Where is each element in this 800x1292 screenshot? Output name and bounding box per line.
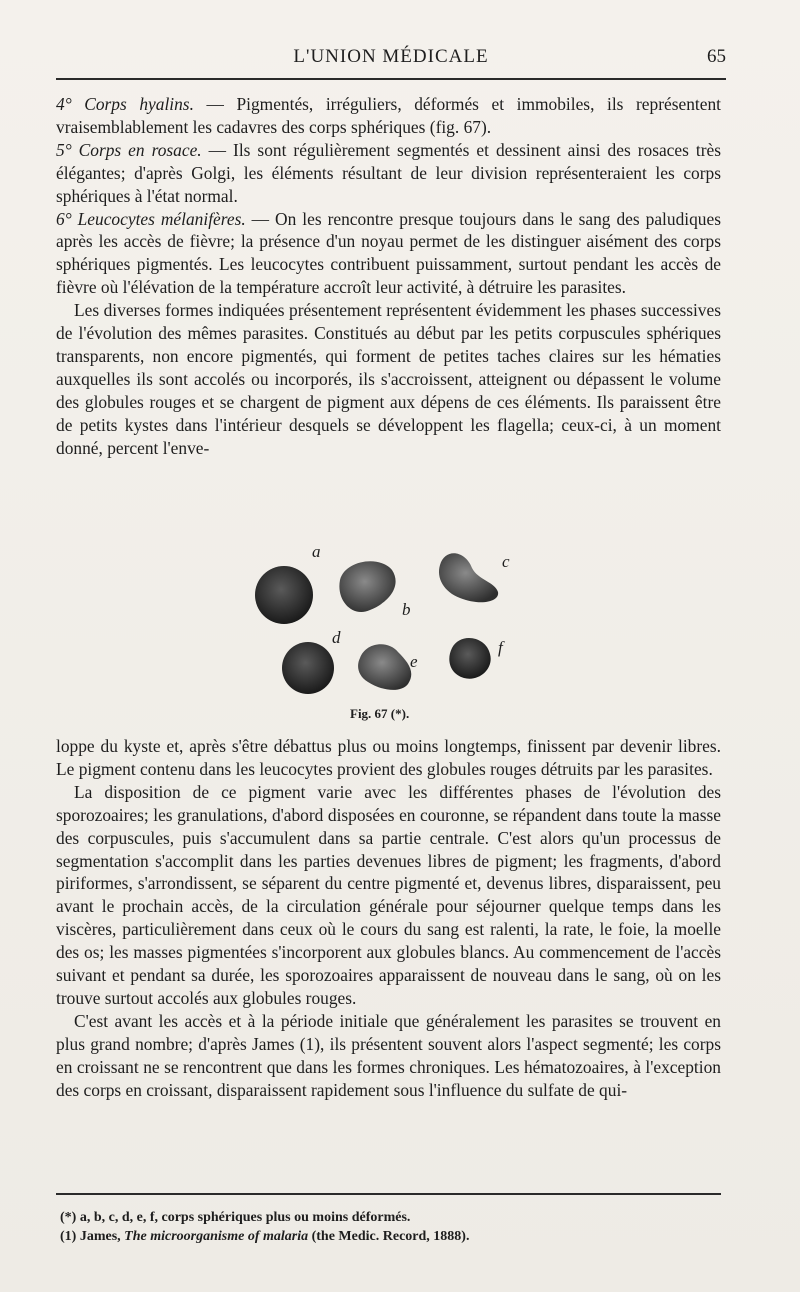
paragraph-corps-en-rosace <box>56 139 721 208</box>
text-block-bottom <box>56 735 721 1102</box>
header-rule <box>56 78 726 80</box>
item-lead: 5° Corps en rosace. <box>56 139 202 160</box>
text-block-top <box>56 93 721 460</box>
paragraph-text: C'est avant les accès et à la période initiale que généralement les parasites se trouvent en plus grand nombre; d'après James (1), ils présentent souvent alors l'aspect segmenté; les corps en croissant ne se rencontrent que dans les formes chroniques. Les hématozoaires, à l'exception des corps en croissant, disparaissent rapidement sous l'influence du sulfate de qui- <box>56 1010 721 1100</box>
footnotes <box>60 1208 720 1246</box>
page-number: 65 <box>707 46 726 67</box>
paragraph-text: loppe du kyste et, après s'être débattus plus ou moins longtemps, finissent par devenir libres. Le pigment contenu dans les leucocytes provient des globules rouges détruits par les parasites. <box>56 736 721 779</box>
paragraph-continuation <box>56 735 721 781</box>
cell-a <box>255 566 313 624</box>
figure-label-d: d <box>332 628 341 647</box>
figure-label-f: f <box>498 638 503 657</box>
paragraph-leucocytes <box>56 208 721 300</box>
footnote-rule <box>56 1193 721 1195</box>
figure-67 <box>240 540 540 730</box>
paragraph-text: — Pigmentés, irréguliers, déformés et immobiles, ils représentent vraisemblablement les cadavres des corps sphériques (fig. 67). <box>56 94 721 137</box>
footnote-1 <box>60 1227 720 1246</box>
footnote-1-prefix: (1) James, <box>60 1229 125 1244</box>
footnote-star: (*) a, b, c, d, e, f, corps sphériques plus ou moins déformés. <box>60 1210 411 1225</box>
paragraph-text: — On les rencontre presque toujours dans le sang des paludiques après les accès de fièvre; la présence d'un noyau permet de les distinguer aisément des corps sphériques pigmentés. Les leucocytes contribuent puissamment, surtout pendant les accès de fièvre où l'élévation de la température accroît leur activité, à détruire les parasites. <box>56 208 721 298</box>
cell-c <box>439 553 498 602</box>
paragraph-acces <box>56 1010 721 1102</box>
cell-f <box>449 638 490 679</box>
cell-d <box>282 642 334 694</box>
cell-b <box>339 561 395 612</box>
paragraph-formes <box>56 299 721 459</box>
footnote-1-title: The microorganisme of malaria <box>124 1229 309 1244</box>
footnote-1-journal: (the Medic. Record, 1888). <box>308 1229 470 1244</box>
paragraph-text: La disposition de ce pigment varie avec les différentes phases de l'évolution des sporozoaires; les granulations, d'abord disposées en couronne, se répandent dans toute la masse des corpuscules, puis s'accumulent dans sa partie centrale. C'est alors qu'un processus de segmentation s'accomplit dans les parties devenues libres de pigment; les fragments, d'abord piriformes, s'arrondissent, se séparent du centre pigmenté et, devenus libres, disparaissent, peu avant le prochain accès, de la circulation générale pour séjourner quelque temps dans les viscères, particulièrement dans ceux où le cours du sang est ralenti, la rate, le foie, la moelle des os; les masses pigmentées s'incorporent aux globules blancs. Au commencement de l'accès suivant et pendant sa durée, les sporozoaires apparaissent de nouveau dans le sang, où on les trouve surtout accolés aux globules rouges. <box>56 781 721 1008</box>
figure-illustration <box>240 540 540 710</box>
paragraph-text: — Ils sont régulièrement segmentés et dessinent ainsi des rosaces très élégantes; d'après Golgi, les éléments résultant de leur division représenteraient les corps sphériques à l'état normal. <box>56 139 721 206</box>
item-lead: 6° Leucocytes mélanifères. <box>56 208 246 229</box>
running-head <box>56 46 726 74</box>
figure-label-a: a <box>312 542 321 561</box>
paragraph-pigment <box>56 781 721 1010</box>
paragraph-text: Les diverses formes indiquées présentement représentent évidemment les phases successives de l'évolution des mêmes parasites. Constitués au début par les petits corpuscules sphériques transparents, non encore pigmentés, qui forment de petites taches claires sur les hématies auxquelles ils sont accolés ou incorporés, ils s'accroissent, atteignent ou dépassent le volume des globules rouges et se chargent de pigment aux dépens de ces éléments. Ils paraissent être de petits kystes dans l'intérieur desquels se développent les flagella; ceux-ci, à un moment donné, percent l'enve- <box>56 300 721 458</box>
running-title: L'UNION MÉDICALE <box>293 46 489 67</box>
figure-caption: Fig. 67 (*). <box>350 706 410 721</box>
figure-label-b: b <box>402 600 411 619</box>
paragraph-corps-hyalins <box>56 93 721 139</box>
figure-label-c: c <box>502 552 510 571</box>
cell-e <box>358 644 411 690</box>
item-lead: 4° Corps hyalins. <box>56 94 194 114</box>
figure-label-e: e <box>410 652 418 671</box>
